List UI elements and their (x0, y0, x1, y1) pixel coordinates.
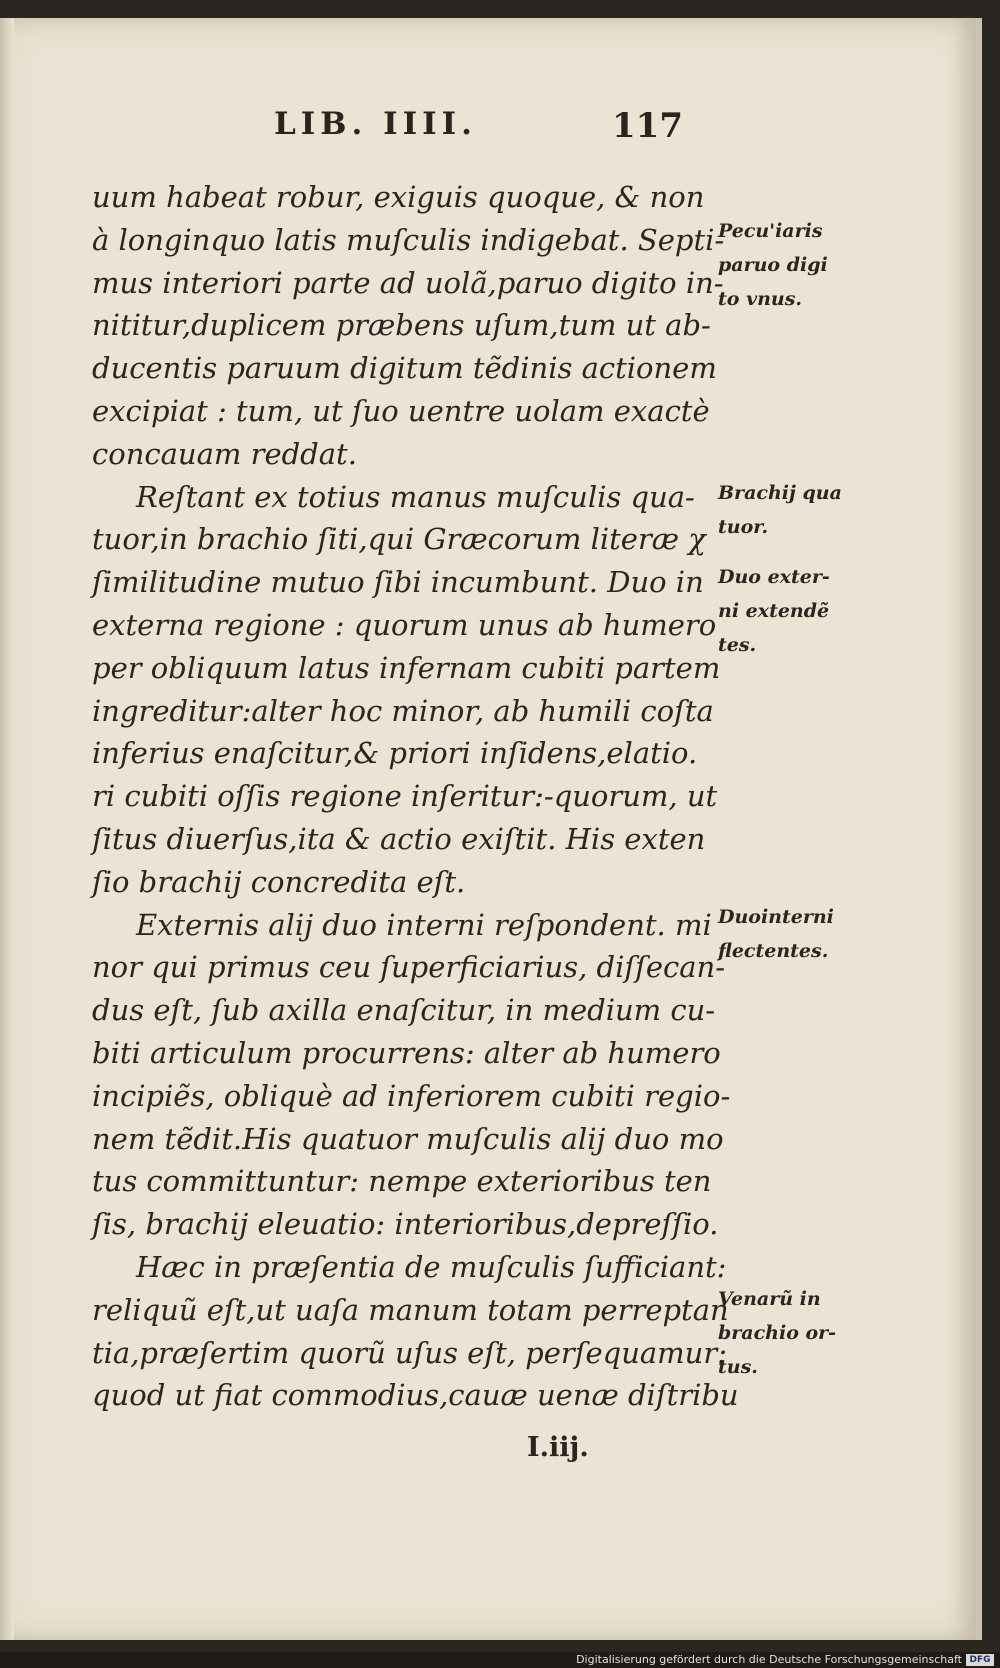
text-line: nor qui primus ceu ſuperficiarius, diſſecan- (92, 950, 725, 985)
text-line: ducentis paruum digitum tẽdinis actionem (92, 351, 717, 386)
margin-note-line: Duo exter- (718, 566, 830, 588)
margin-note-line: ni extendẽ (718, 600, 830, 622)
text-line: uum habeat robur, exiguis quoque, & non (92, 180, 705, 214)
text-line: externa regione : quorum unus ab humero (92, 607, 717, 642)
margin-note-line: Venarũ in (718, 1288, 821, 1310)
text-line: tus committuntur: nempe exterioribus ten (92, 1164, 712, 1199)
margin-note-brachij (718, 476, 868, 544)
page-gutter-shadow (0, 18, 14, 1640)
text-line: ri cubiti oſſis regione inſeritur:-quorum, ut (92, 779, 718, 814)
margin-note-line: flectentes. (718, 940, 829, 962)
text-line: ſitus diuerſus,ita & actio exiſtit. His exten (92, 821, 706, 856)
margin-note-line: Brachij qua (718, 482, 842, 504)
text-line: mus interiori parte ad uolã,paruo digito in- (92, 265, 724, 300)
page-header (0, 106, 976, 146)
text-line: dus eſt, ſub axilla enaſcitur, in medium cu- (92, 993, 716, 1028)
signature-mark: I.iij. (527, 1432, 589, 1463)
margin-note-peculiaris (718, 214, 868, 316)
dfg-logo: DFG (966, 1654, 994, 1666)
page-number: 117 (612, 106, 683, 146)
book-page (0, 18, 982, 1640)
margin-note-line: brachio or- (718, 1322, 837, 1344)
margin-note-venarum (718, 1282, 868, 1384)
paragraph-start-line: Externis alij duo interni reſpondent. mi (136, 907, 712, 942)
text-line: per obliquum latus infernam cubiti partem (92, 650, 721, 685)
margin-note-duo-interni (718, 900, 868, 968)
text-line: excipiat : tum, ut ſuo uentre uolam exactè (92, 393, 710, 428)
text-line: incipiẽs, obliquè ad inferiorem cubiti regio- (92, 1078, 731, 1113)
text-line: quod ut fiat commodius,cauæ uenæ diſtribu (92, 1378, 739, 1413)
margin-note-line: tus. (718, 1356, 758, 1378)
text-line: ingreditur:alter hoc minor, ab humili coſta (92, 693, 714, 728)
text-line: nititur,duplicem præbens uſum,tum ut ab- (92, 308, 711, 343)
text-line: inferius enaſcitur,& priori inſidens,elatio. (92, 736, 698, 771)
margin-note-line: tes. (718, 634, 757, 656)
digitization-credit: Digitalisierung gefördert durch die Deutsche Forschungsgemeinschaft (576, 1653, 962, 1666)
text-line: reliquũ eſt,ut uaſa manum totam perreptan (92, 1292, 729, 1327)
margin-note-line: tuor. (718, 516, 769, 538)
text-line: tuor,in brachio ſiti,qui Græcorum literæ χ (92, 522, 706, 557)
text-line: ſimilitudine mutuo ſibi incumbunt. Duo in (92, 565, 704, 600)
margin-note-line: Duointerni (718, 906, 834, 928)
text-line: ſio brachij concredita eſt. (92, 864, 466, 899)
text-line: nem tẽdit.His quatuor muſculis alij duo mo (92, 1121, 724, 1156)
text-line: à longinquo latis muſculis indigebat. Septi- (92, 222, 725, 257)
running-head: LIB. IIII. (274, 106, 477, 142)
margin-note-line: paruo digi (718, 254, 828, 276)
text-line: biti articulum procurrens: alter ab humero (92, 1035, 721, 1070)
margin-note-line: to vnus. (718, 288, 803, 310)
paragraph-start-line: Hæc in præſentia de muſculis ſufficiant: (136, 1249, 727, 1284)
text-line: ſis, brachij eleuatio: interioribus,depreſſio. (92, 1207, 719, 1242)
text-line: tia,præſertim quorũ uſus eſt, perſequamur: (92, 1335, 727, 1370)
text-line: concauam reddat. (92, 436, 357, 471)
paragraph-start-line: Reſtant ex totius manus muſculis qua- (136, 479, 695, 514)
margin-note-line: Pecu'iaris (718, 220, 823, 242)
margin-note-duo-externi (718, 560, 868, 662)
